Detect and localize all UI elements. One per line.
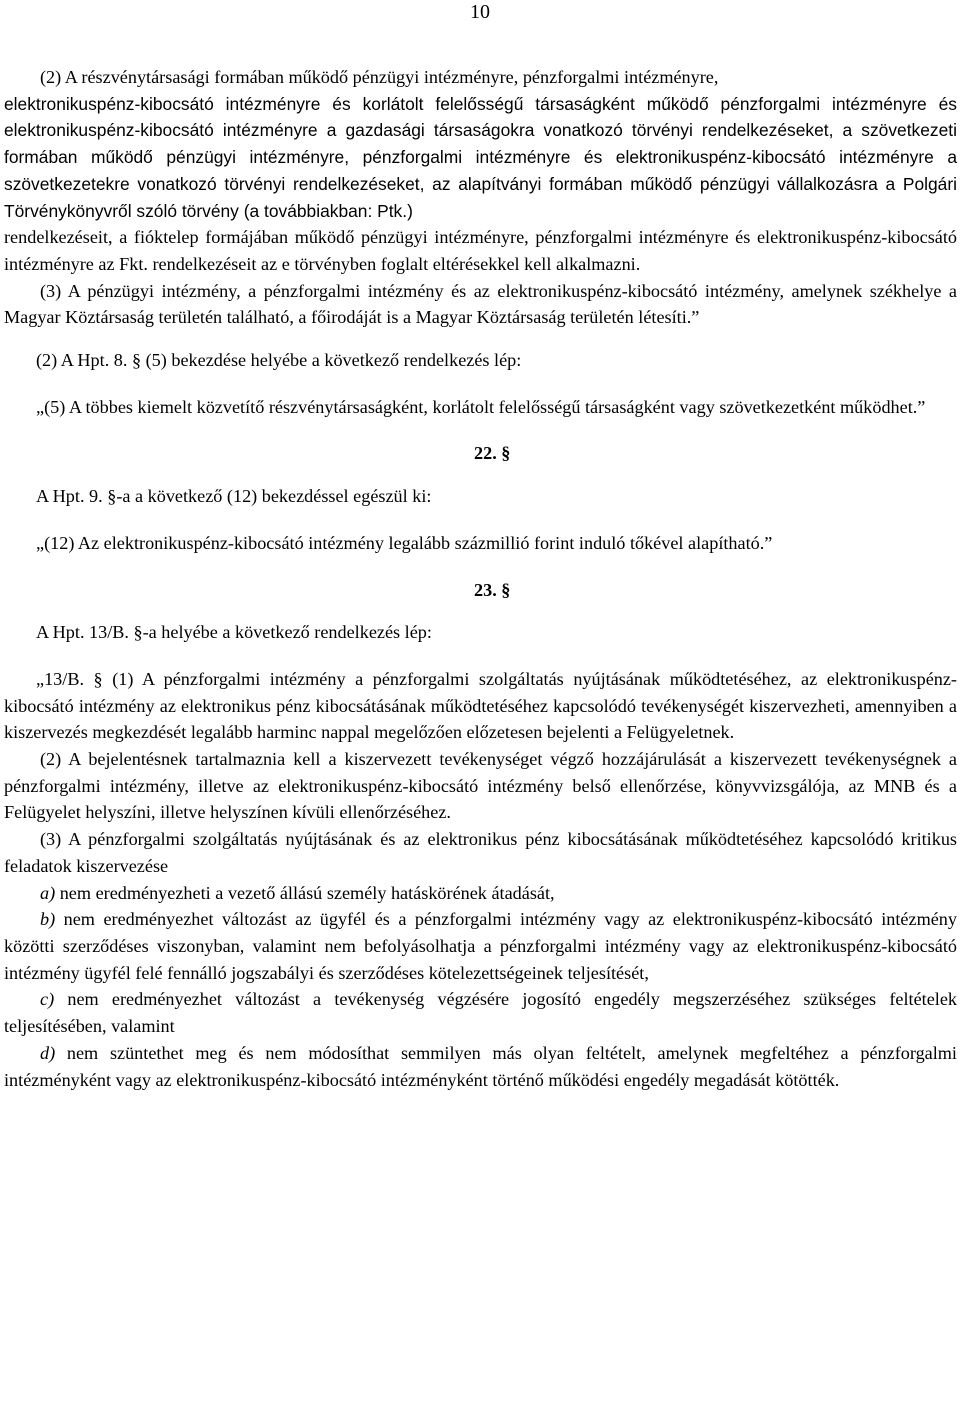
section-heading-23: 23. §: [474, 579, 511, 600]
quoted-provision-5: „(5) A többes kiemelt közvetítő részvénytársaságként, korlátolt felelősségű társaságként vagy szövetkezetként működhet.”: [36, 396, 926, 417]
paragraph-2-end: rendelkezéseit, a fióktelep formájában működő pénzügyi intézményre, pénzforgalmi intézményre és elektronikuspénz-kibocsátó intézményre az Fkt. rendelkezéseit az e törvényben foglalt eltérésekkel kell alkalmazni.: [4, 227, 957, 274]
list-item-c: c) nem eredményezhet változást a tevékenység végzésére jogosító engedély megszerzéséhez szükséges feltételek teljesítésében, valamint: [4, 989, 957, 1037]
paragraph-3: (3) A pénzügyi intézmény, a pénzforgalmi intézmény és az elektronikuspénz-kibocsátó intézmény, amelynek székhelye a Magyar Köztársaság területén található, a főirodáját is a Magyar Köztársaság területén létesíti.”: [4, 280, 957, 328]
amendment-intro-9: A Hpt. 9. §-a a következő (12) bekezdéssel egészül ki:: [36, 486, 432, 507]
list-item-b: b) nem eredményezhet változást az ügyfél és a pénzforgalmi intézmény vagy az elektronikuspénz-kibocsátó intézmény közötti szerződéses viszonyban, valamint nem befolyásolhatja a pénzforgalmi intézmény vagy az elektronikuspénz-kibocsátó intézmény ügyfél felé fennálló jogszabályi és szerződéses kötelezettségeinek teljesítését,: [4, 909, 957, 983]
paragraph-2-start: (2) A részvénytársasági formában működő pénzügyi intézményre, pénzforgalmi intézményre,: [40, 67, 719, 87]
provision-13b-2: (2) A bejelentésnek tartalmaznia kell a kiszervezett tevékenységet végző hozzájárulását a kiszervezett tevékenységnek a pénzforgalmi intézmény, illetve az elektronikuspénz-kibocsátó intézmény belső ellenőrzése, könyvvizsgálója, az MNB és a Felügyelet helyszíni, illetve helyszínen kívüli ellenőrzéséhez.: [4, 749, 957, 823]
document-body: [4, 64, 957, 1093]
amendment-intro-8: (2) A Hpt. 8. § (5) bekezdése helyébe a következő rendelkezés lép:: [36, 350, 522, 371]
list-item-d: d) nem szüntethet meg és nem módosíthat semmilyen más olyan feltételt, amelynek megfeltéhez a pénzforgalmi intézményként vagy az elektronikuspénz-kibocsátó intézményként történő működési engedély megadását kötötték.: [4, 1042, 957, 1090]
list-item-a: a) nem eredményezheti a vezető állású személy hatáskörének átadását,: [40, 882, 555, 903]
quoted-provision-13b-1: „13/B. § (1) A pénzforgalmi intézmény a pénzforgalmi szolgáltatás nyújtásának működtetéséhez, az elektronikuspénz-kibocsátó intézmény az elektronikus pénz kibocsátásának működtetéséhez kapcsolódó tevékenységét kiszervezheti, amennyiben a kiszervezés megkezdését legalább harminc nappal megelőzően előzetesen bejelenti a Felügyeletnek.: [4, 668, 957, 743]
section-heading-22: 22. §: [474, 443, 511, 464]
amendment-intro-13b: A Hpt. 13/B. §-a helyébe a következő rendelkezés lép:: [36, 622, 432, 643]
page-number: 10: [470, 1, 490, 23]
paragraph-2-middle: elektronikuspénz-kibocsátó intézményre és korlátolt felelősségű társaságként működő pénzforgalmi intézményre és elektronikuspénz-kibocsátó intézményre a gazdasági társaságokra vonatkozó törvényi rendelkezéseket, a szövetkezeti formában működő pénzügyi intézményre, pénzforgalmi intézményre és elektronikuspénz-kibocsátó intézményre a szövetkezetekre vonatkozó törvényi rendelkezéseket, az alapítványi formában működő pénzügyi vállalkozásra a Polgári Törvénykönyvről szóló törvény (a továbbiakban: Ptk.): [4, 93, 957, 221]
quoted-provision-12: „(12) Az elektronikuspénz-kibocsátó intézmény legalább százmillió forint induló tőkével alapítható.”: [36, 532, 773, 553]
provision-13b-3: (3) A pénzforgalmi szolgáltatás nyújtásának és az elektronikus pénz kibocsátásának működtetéséhez kapcsolódó kritikus feladatok kiszervezése: [4, 829, 957, 876]
